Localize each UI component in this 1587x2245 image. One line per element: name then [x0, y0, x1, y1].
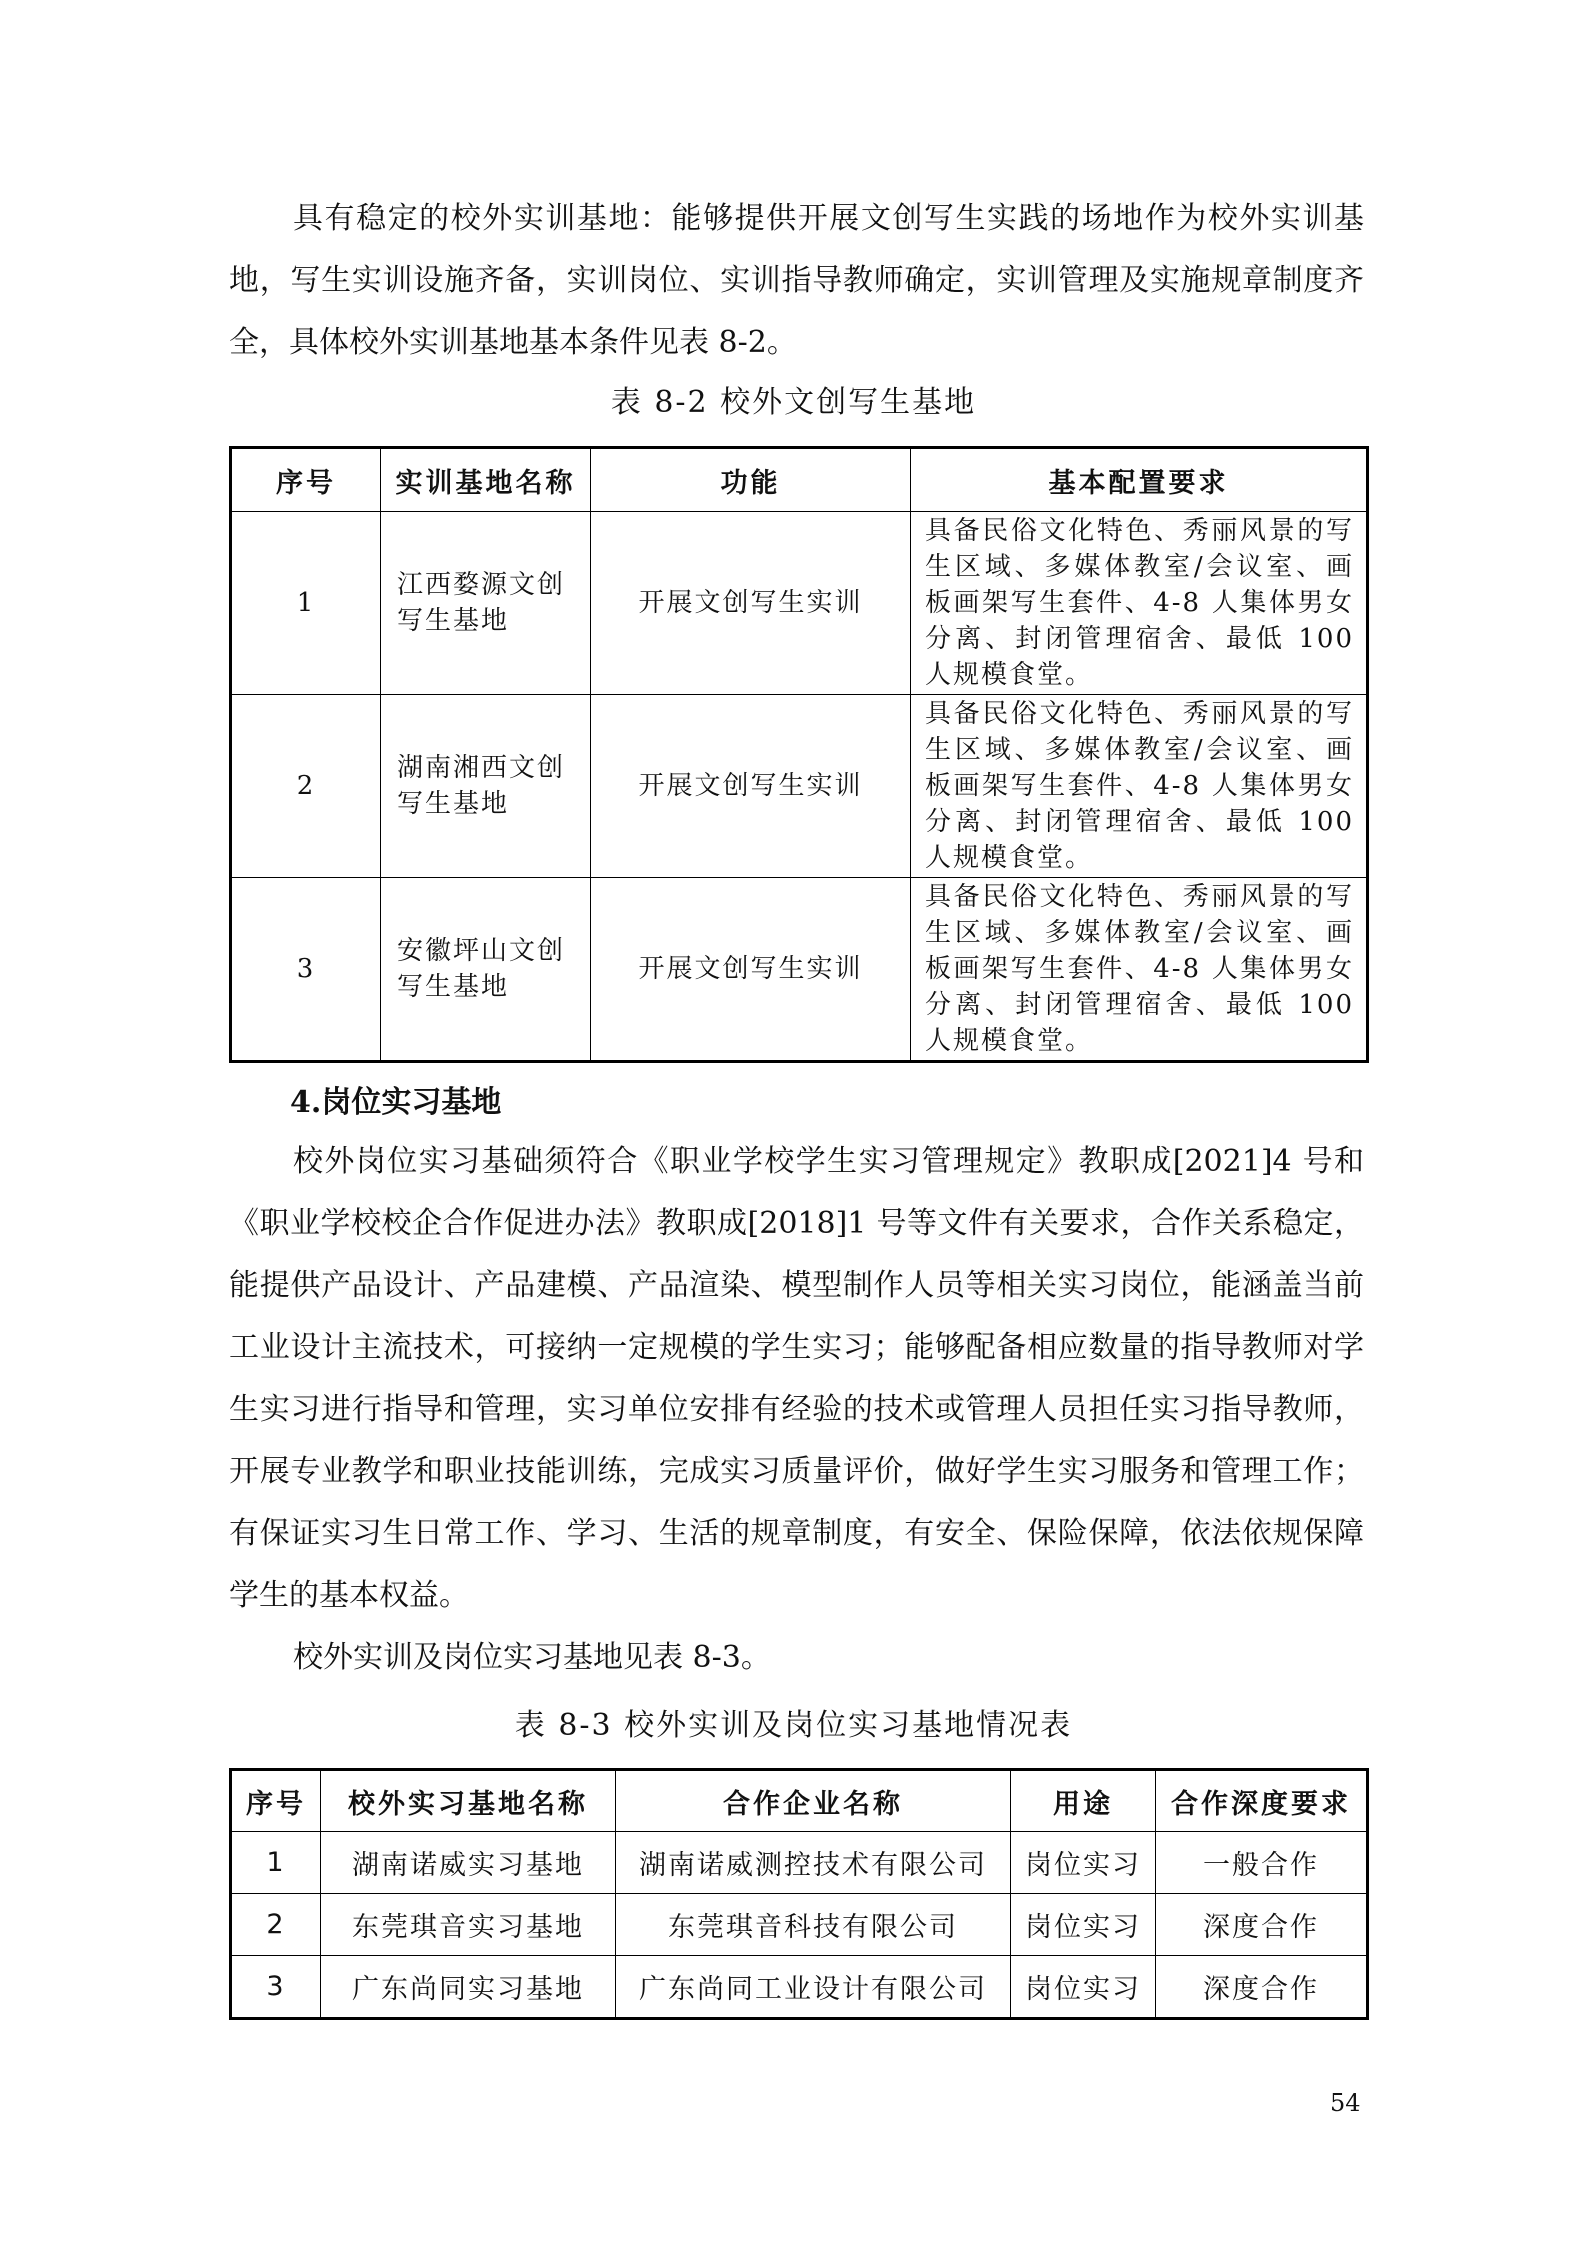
cell-use: 岗位实习 [1011, 1894, 1156, 1956]
table-header-row [231, 1770, 1368, 1832]
table-row [231, 1894, 1368, 1956]
table-row [231, 1832, 1368, 1894]
header-use: 用途 [1011, 1770, 1156, 1832]
table-row [231, 695, 1368, 878]
cell-base-name: 江西婺源文创写生基地 [381, 512, 591, 695]
page-number: 54 [1330, 2089, 1361, 2117]
cell-serial: 3 [231, 878, 381, 1062]
header-function: 功能 [591, 448, 911, 512]
cell-requirements: 具备民俗文化特色、秀丽风景的写生区域、多媒体教室/会议室、画板画架写生套件、4-8 人集体男女分离、封闭管理宿舍、最低 100 人规模食堂。 [911, 878, 1368, 1062]
cell-serial: 2 [231, 695, 381, 878]
cell-base-name: 东莞琪音实习基地 [321, 1894, 616, 1956]
cell-serial: 2 [231, 1894, 321, 1956]
cell-base-name: 广东尚同实习基地 [321, 1956, 616, 2019]
cell-company-name: 湖南诺威测控技术有限公司 [616, 1832, 1011, 1894]
cell-requirements: 具备民俗文化特色、秀丽风景的写生区域、多媒体教室/会议室、画板画架写生套件、4-8 人集体男女分离、封闭管理宿舍、最低 100 人规模食堂。 [911, 695, 1368, 878]
cell-use: 岗位实习 [1011, 1832, 1156, 1894]
cell-depth: 一般合作 [1156, 1832, 1368, 1894]
header-base-name: 校外实习基地名称 [321, 1770, 616, 1832]
cell-function: 开展文创写生实训 [591, 878, 911, 1062]
table-8-2 [229, 446, 1369, 1063]
cell-base-name: 湖南湘西文创写生基地 [381, 695, 591, 878]
header-base-name: 实训基地名称 [381, 448, 591, 512]
header-serial: 序号 [231, 448, 381, 512]
table-row [231, 1956, 1368, 2019]
cell-company-name: 东莞琪音科技有限公司 [616, 1894, 1011, 1956]
cell-serial: 1 [231, 1832, 321, 1894]
cell-base-name: 安徽坪山文创写生基地 [381, 878, 591, 1062]
cell-serial: 1 [231, 512, 381, 695]
section-4-heading: 4.岗位实习基地 [290, 1085, 502, 1120]
header-company-name: 合作企业名称 [616, 1770, 1011, 1832]
table-reference-paragraph: 校外实训及岗位实习基地见表 8-3。 [293, 1640, 771, 1675]
table-header-row [231, 448, 1368, 512]
cell-serial: 3 [231, 1956, 321, 2019]
cell-depth: 深度合作 [1156, 1894, 1368, 1956]
cell-company-name: 广东尚同工业设计有限公司 [616, 1956, 1011, 2019]
table-row [231, 878, 1368, 1062]
cell-requirements: 具备民俗文化特色、秀丽风景的写生区域、多媒体教室/会议室、画板画架写生套件、4-8 人集体男女分离、封闭管理宿舍、最低 100 人规模食堂。 [911, 512, 1368, 695]
table-8-3-caption: 表 8-3 校外实训及岗位实习基地情况表 [514, 1708, 1073, 1743]
intro-paragraph: 具有稳定的校外实训基地：能够提供开展文创写生实践的场地作为校外实训基地，写生实训设施齐备，实训岗位、实训指导教师确定，实训管理及实施规章制度齐全，具体校外实训基地基本条件见表 8-2。 [229, 201, 1364, 360]
table-row [231, 512, 1368, 695]
cell-base-name: 湖南诺威实习基地 [321, 1832, 616, 1894]
table-8-2-caption: 表 8-2 校外文创写生基地 [610, 385, 977, 420]
header-requirements: 基本配置要求 [911, 448, 1368, 512]
cell-function: 开展文创写生实训 [591, 512, 911, 695]
cell-function: 开展文创写生实训 [591, 695, 911, 878]
cell-depth: 深度合作 [1156, 1956, 1368, 2019]
table-8-3 [229, 1768, 1369, 2020]
header-depth: 合作深度要求 [1156, 1770, 1368, 1832]
section-4-paragraph: 校外岗位实习基础须符合《职业学校学生实习管理规定》教职成[2021]4 号和《职业学校校企合作促进办法》教职成[2018]1 号等文件有关要求，合作关系稳定，能提供产品设计、产品建模、产品渲染、模型制作人员等相关实习岗位，能涵盖当前工业设计主流技术，可接纳一定规模的学生实习；能够配备相应数量的指导教师对学生实习进行指导和管理，实习单位安排有经验的技术或管理人员担任实习指导教师，开展专业教学和职业技能训练，完成实习质量评价，做好学生实习服务和管理工作；有保证实习生日常工作、学习、生活的规章制度，有安全、保险保障，依法依规保障学生的基本权益。 [229, 1144, 1364, 1613]
cell-use: 岗位实习 [1011, 1956, 1156, 2019]
header-serial: 序号 [231, 1770, 321, 1832]
